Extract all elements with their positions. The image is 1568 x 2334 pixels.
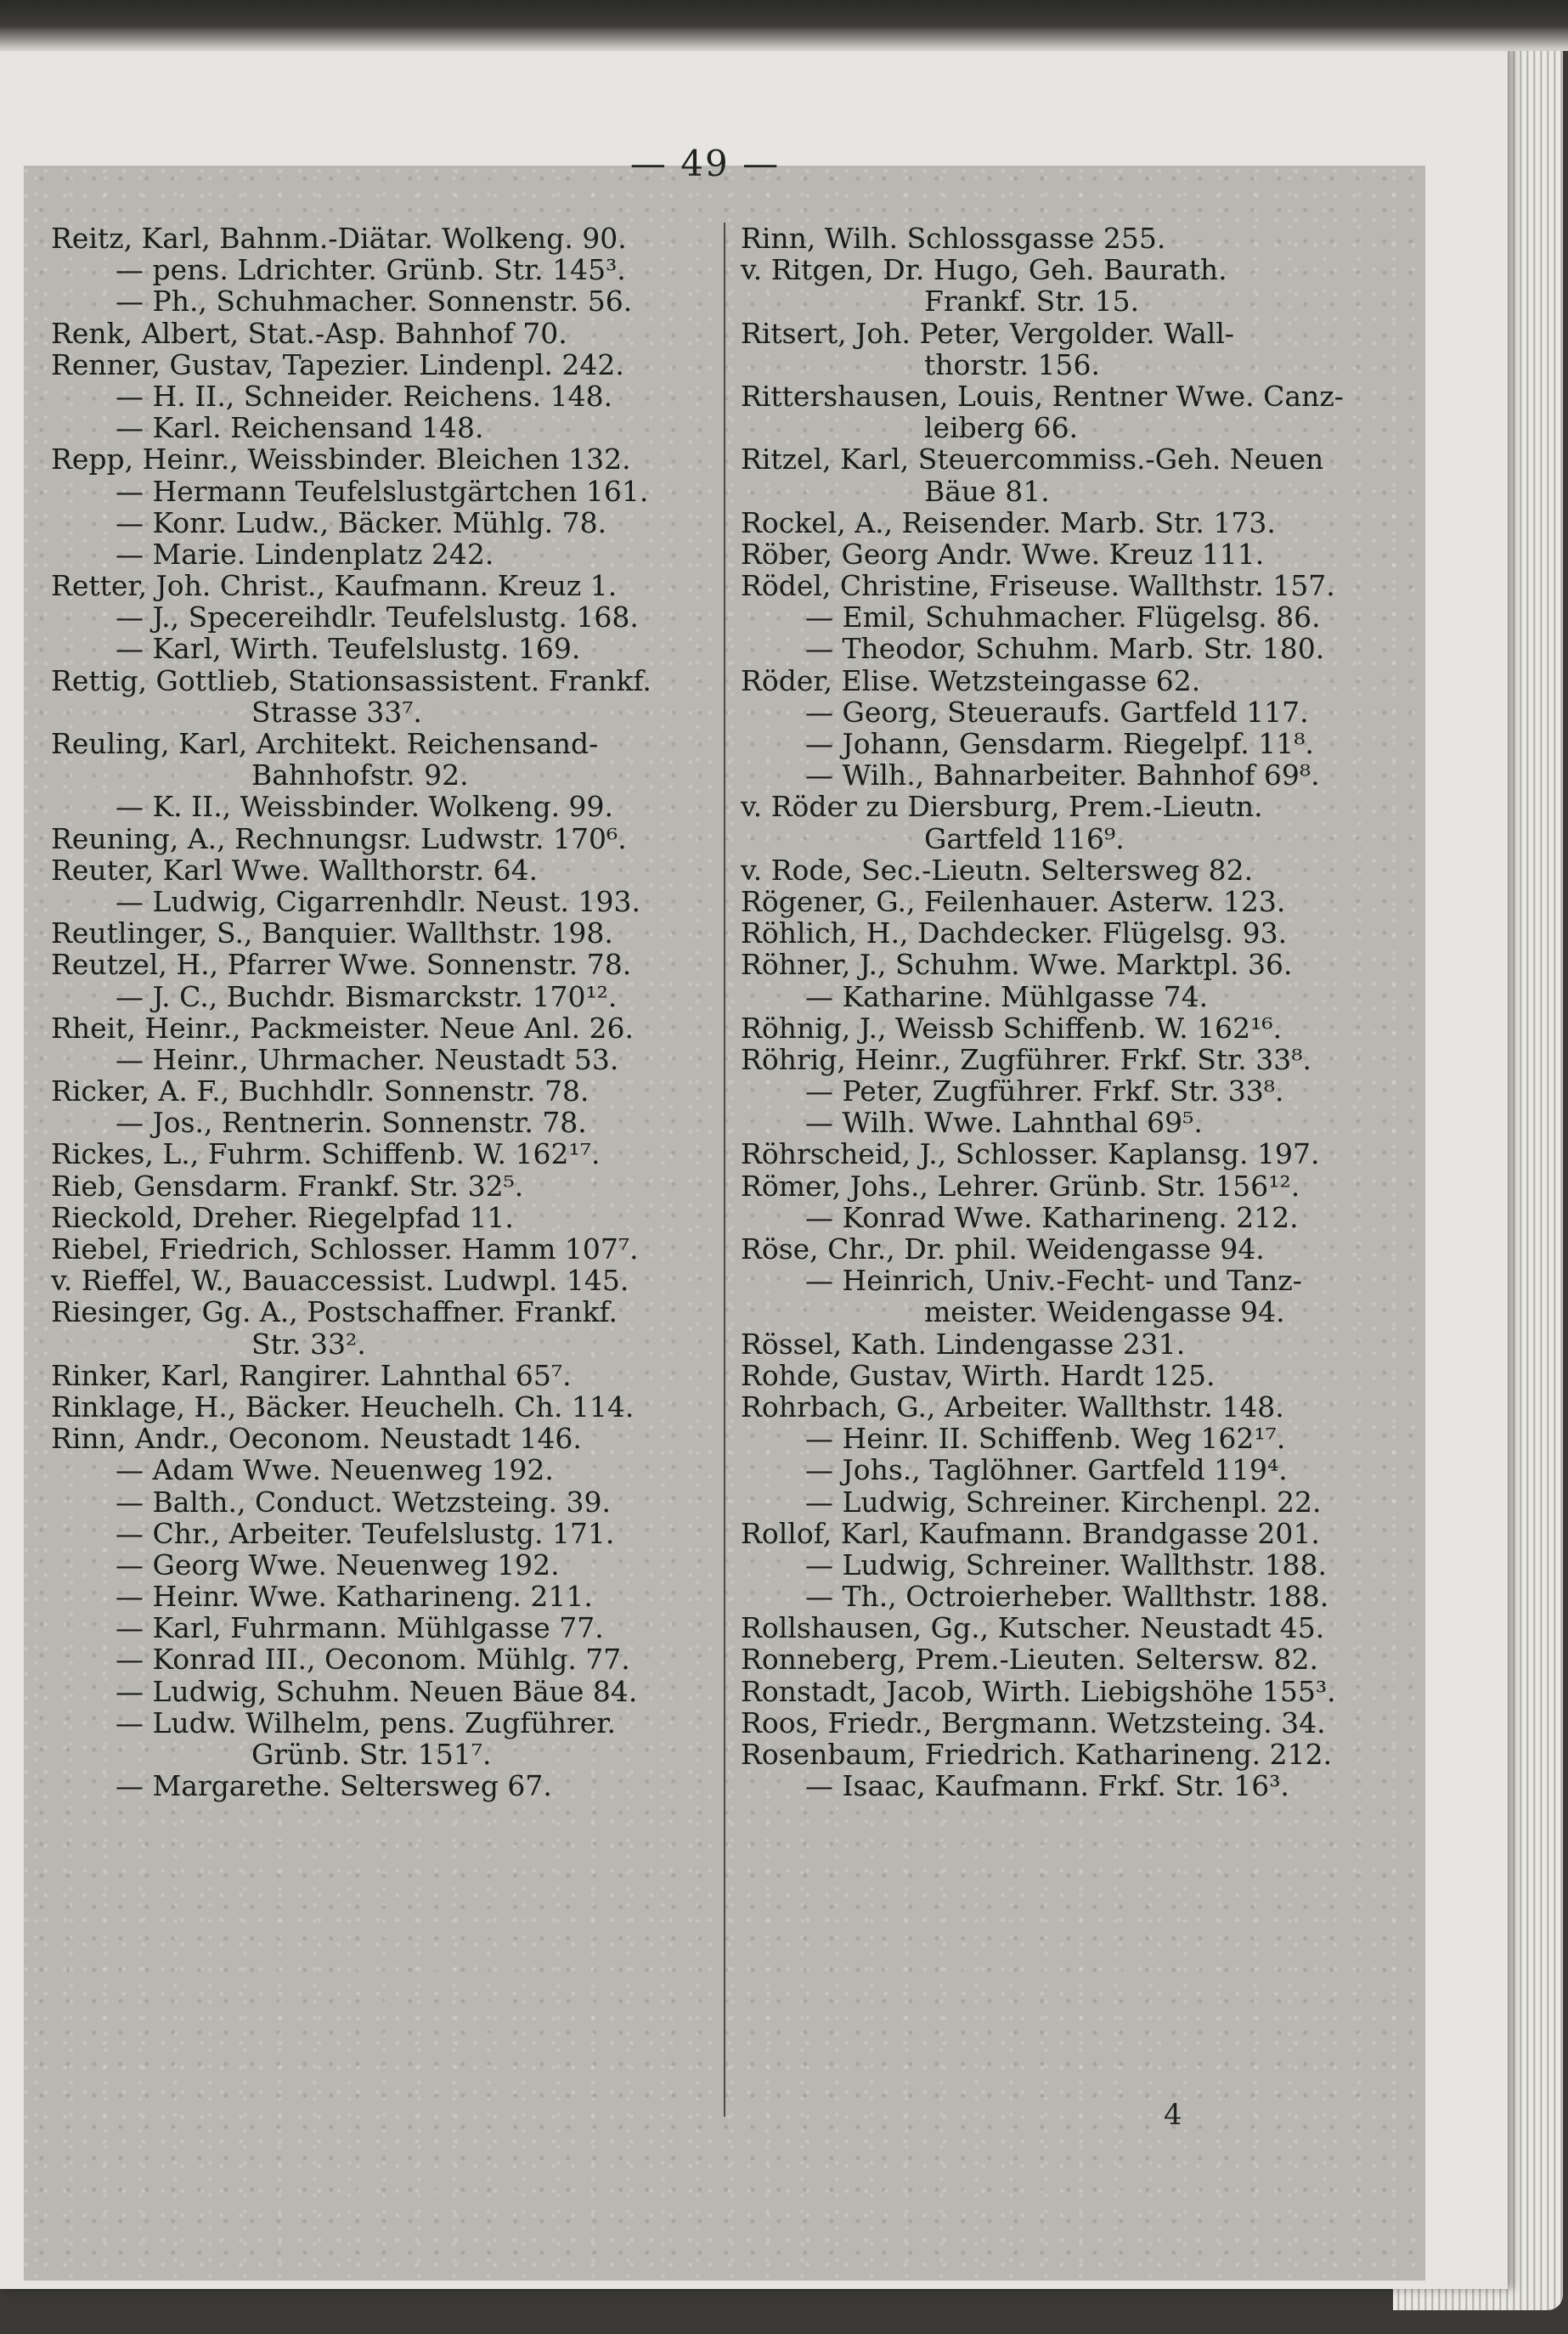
directory-entry-line: Reutlinger, S., Banquier. Wallthstr. 198. (51, 916, 613, 950)
directory-entry-line: — Konr. Ludw., Bäcker. Mühlg. 78. (116, 505, 607, 539)
directory-entry-line: Röhrscheid, J., Schlosser. Kaplansg. 197. (741, 1137, 1320, 1171)
directory-entry-line: Römer, Johs., Lehrer. Grünb. Str. 156¹². (741, 1169, 1300, 1203)
top-edge-shadow (0, 0, 1568, 51)
directory-entry-line: Rollshausen, Gg., Kutscher. Neustadt 45. (741, 1611, 1325, 1645)
directory-entry-line: — Wilh., Bahnarbeiter. Bahnhof 69⁸. (805, 758, 1320, 792)
directory-entry-line: Rickes, L., Fuhrm. Schiffenb. W. 162¹⁷. (51, 1137, 601, 1171)
directory-entry-line: — Isaac, Kaufmann. Frkf. Str. 16³. (805, 1769, 1289, 1803)
directory-entry-line: — Ludwig, Schuhm. Neuen Bäue 84. (116, 1674, 638, 1708)
right-column (741, 223, 1420, 1801)
directory-entry-line: Rohde, Gustav, Wirth. Hardt 125. (741, 1358, 1215, 1392)
directory-entry-line: — Ph., Schuhmacher. Sonnenstr. 56. (116, 285, 633, 319)
directory-entry-line: Reutzel, H., Pfarrer Wwe. Sonnenstr. 78. (51, 948, 632, 982)
directory-entry-line: — Marie. Lindenplatz 242. (116, 537, 494, 571)
directory-entry-line: — Jos., Rentnerin. Sonnenstr. 78. (116, 1106, 587, 1140)
directory-entry-line: — Konrad III., Oeconom. Mühlg. 77. (116, 1643, 630, 1677)
directory-entry-line: Reuning, A., Rechnungsr. Ludwstr. 170⁶. (51, 821, 627, 855)
directory-entry-line: meister. Weidengasse 94. (924, 1295, 1285, 1329)
directory-entry-line: leiberg 66. (924, 411, 1079, 445)
directory-entry-line: — Konrad Wwe. Katharineng. 212. (805, 1200, 1299, 1234)
directory-entry-line: Strasse 33⁷. (251, 695, 422, 729)
directory-entry-line: Rieb, Gensdarm. Frankf. Str. 32⁵. (51, 1169, 524, 1203)
directory-entry-line: Riebel, Friedrich, Schlosser. Hamm 107⁷. (51, 1232, 639, 1266)
directory-entry-line: Rinker, Karl, Rangirer. Lahnthal 65⁷. (51, 1358, 572, 1392)
directory-entry-line: — Heinrich, Univ.-Fecht- und Tanz- (805, 1264, 1302, 1298)
directory-entry-line: Str. 33². (251, 1327, 366, 1361)
directory-entry-line: — Balth., Conduct. Wetzsteing. 39. (116, 1485, 611, 1519)
directory-entry-line: — Th., Octroierheber. Wallthstr. 188. (805, 1580, 1329, 1614)
directory-entry-line: Grünb. Str. 151⁷. (251, 1738, 492, 1771)
directory-entry-line: thorstr. 156. (924, 347, 1100, 381)
directory-entry-line: — Emil, Schuhmacher. Flügelsg. 86. (805, 600, 1321, 634)
directory-entry-line: — H. II., Schneider. Reichens. 148. (116, 379, 613, 413)
directory-entry-line: v. Röder zu Diersburg, Prem.-Lieutn. (741, 790, 1263, 824)
directory-entry-line: Bahnhofstr. 92. (251, 758, 469, 792)
directory-entry-line: — Karl, Fuhrmann. Mühlgasse 77. (116, 1611, 604, 1645)
directory-entry-line: Rögener, G., Feilenhauer. Asterw. 123. (741, 884, 1286, 918)
directory-entry-line: v. Ritgen, Dr. Hugo, Geh. Baurath. (741, 253, 1227, 287)
directory-entry-line: Ritzel, Karl, Steuercommiss.-Geh. Neuen (741, 443, 1324, 476)
directory-entry-line: Retter, Joh. Christ., Kaufmann. Kreuz 1. (51, 569, 618, 603)
directory-entry-line: Rohrbach, G., Arbeiter. Wallthstr. 148. (741, 1390, 1284, 1424)
directory-entry-line: — J., Specereihdlr. Teufelslustg. 168. (116, 600, 639, 634)
directory-entry-line: Rieckold, Dreher. Riegelpfad 11. (51, 1200, 514, 1234)
directory-entry-line: — Wilh. Wwe. Lahnthal 69⁵. (805, 1106, 1203, 1140)
directory-entry-line: — Heinr. II. Schiffenb. Weg 162¹⁷. (805, 1422, 1286, 1456)
page-number: — 49 — (629, 143, 781, 184)
directory-entry-line: — J. C., Buchdr. Bismarckstr. 170¹². (116, 979, 618, 1013)
directory-entry-line: Rheit, Heinr., Packmeister. Neue Anl. 26. (51, 1011, 635, 1045)
directory-entry-line: — K. II., Weissbinder. Wolkeng. 99. (116, 790, 614, 824)
directory-entry-line: Roos, Friedr., Bergmann. Wetzsteing. 34. (741, 1705, 1326, 1739)
directory-entry-line: Röder, Elise. Wetzsteingasse 62. (741, 663, 1201, 697)
directory-entry-line: Repp, Heinr., Weissbinder. Bleichen 132. (51, 443, 631, 476)
directory-entry-line: Reuling, Karl, Architekt. Reichensand- (51, 727, 599, 760)
directory-entry-line: Frankf. Str. 15. (924, 285, 1140, 319)
directory-entry-line: Rinklage, H., Bäcker. Heuchelh. Ch. 114. (51, 1390, 635, 1424)
directory-entry-line: — Hermann Teufelslustgärtchen 161. (116, 474, 649, 508)
directory-entry-line: Röber, Georg Andr. Wwe. Kreuz 111. (741, 537, 1265, 571)
directory-entry-line: — pens. Ldrichter. Grünb. Str. 145³. (116, 253, 626, 287)
directory-entry-line: Reuter, Karl Wwe. Wallthorstr. 64. (51, 853, 539, 887)
directory-entry-line: — Chr., Arbeiter. Teufelslustg. 171. (116, 1516, 615, 1550)
directory-entry-line: Riesinger, Gg. A., Postschaffner. Frankf. (51, 1295, 618, 1329)
directory-entry-line: Rockel, A., Reisender. Marb. Str. 173. (741, 505, 1276, 539)
directory-entry-line: Röhnig, J., Weissb Schiffenb. W. 162¹⁶. (741, 1011, 1283, 1045)
directory-entry-line: Ronneberg, Prem.-Lieuten. Seltersw. 82. (741, 1643, 1318, 1677)
directory-entry-line: Reitz, Karl, Bahnm.-Diätar. Wolkeng. 90. (51, 222, 627, 255)
directory-entry-line: — Ludwig, Cigarrenhdlr. Neust. 193. (116, 884, 640, 918)
directory-entry-line: — Heinr., Uhrmacher. Neustadt 53. (116, 1042, 619, 1076)
left-column (51, 223, 713, 1801)
directory-entry-line: Rödel, Christine, Friseuse. Wallthstr. 157. (741, 569, 1335, 603)
directory-entry-line: Rollof, Karl, Kaufmann. Brandgasse 201. (741, 1516, 1320, 1550)
directory-entry-line: Renner, Gustav, Tapezier. Lindenpl. 242. (51, 347, 624, 381)
directory-entry-line: — Johann, Gensdarm. Riegelpf. 11⁸. (805, 727, 1314, 760)
directory-entry-line: Rosenbaum, Friedrich. Katharineng. 212. (741, 1738, 1333, 1771)
directory-entry-line: Röhrig, Heinr., Zugführer. Frkf. Str. 33⁸. (741, 1042, 1311, 1076)
directory-entry-line: v. Rieffel, W., Bauaccessist. Ludwpl. 145. (51, 1264, 629, 1298)
directory-entry-line: — Karl, Wirth. Teufelslustg. 169. (116, 632, 581, 666)
directory-entry-line: Ricker, A. F., Buchhdlr. Sonnenstr. 78. (51, 1074, 589, 1108)
directory-entry-line: — Ludw. Wilhelm, pens. Zugführer. (116, 1705, 616, 1739)
directory-entry-line: — Peter, Zugführer. Frkf. Str. 33⁸. (805, 1074, 1284, 1108)
directory-entry-line: Rettig, Gottlieb, Stationsassistent. Frankf. (51, 663, 651, 697)
directory-entry-line: Röse, Chr., Dr. phil. Weidengasse 94. (741, 1232, 1265, 1266)
directory-entry-line: Rinn, Wilh. Schlossgasse 255. (741, 222, 1166, 255)
directory-entry-line: Ritsert, Joh. Peter, Vergolder. Wall- (741, 316, 1235, 350)
directory-entry-line: Gartfeld 116⁹. (924, 821, 1125, 855)
directory-entry-line: — Theodor, Schuhm. Marb. Str. 180. (805, 632, 1325, 666)
directory-entry-line: — Margarethe. Seltersweg 67. (116, 1769, 552, 1803)
directory-entry-line: v. Rode, Sec.-Lieutn. Seltersweg 82. (741, 853, 1254, 887)
directory-entry-line: — Georg Wwe. Neuenweg 192. (116, 1548, 560, 1581)
directory-entry-line: Bäue 81. (924, 474, 1050, 508)
directory-entry-line: Rinn, Andr., Oeconom. Neustadt 146. (51, 1422, 582, 1456)
directory-entry-line: — Georg, Steueraufs. Gartfeld 117. (805, 695, 1309, 729)
directory-entry-line: Renk, Albert, Stat.-Asp. Bahnhof 70. (51, 316, 567, 350)
directory-entry-line: — Johs., Taglöhner. Gartfeld 119⁴. (805, 1453, 1288, 1487)
directory-entry-line: — Ludwig, Schreiner. Kirchenpl. 22. (805, 1485, 1322, 1519)
signature-mark: 4 (1164, 2098, 1182, 2132)
directory-entry-line: — Ludwig, Schreiner. Wallthstr. 188. (805, 1548, 1327, 1581)
directory-entry-line: — Adam Wwe. Neuenweg 192. (116, 1453, 554, 1487)
directory-entry-line: — Heinr. Wwe. Katharineng. 211. (116, 1580, 593, 1614)
directory-entry-line: Ronstadt, Jacob, Wirth. Liebigshöhe 155³. (741, 1674, 1336, 1708)
directory-entry-line: — Karl. Reichensand 148. (116, 411, 484, 445)
directory-entry-line: Röhner, J., Schuhm. Wwe. Marktpl. 36. (741, 948, 1293, 982)
directory-entry-line: Rössel, Kath. Lindengasse 231. (741, 1327, 1186, 1361)
directory-entry-line: Rittershausen, Louis, Rentner Wwe. Canz- (741, 379, 1344, 413)
column-divider (724, 223, 725, 2117)
directory-entry-line: Röhlich, H., Dachdecker. Flügelsg. 93. (741, 916, 1288, 950)
directory-entry-line: — Katharine. Mühlgasse 74. (805, 979, 1209, 1013)
